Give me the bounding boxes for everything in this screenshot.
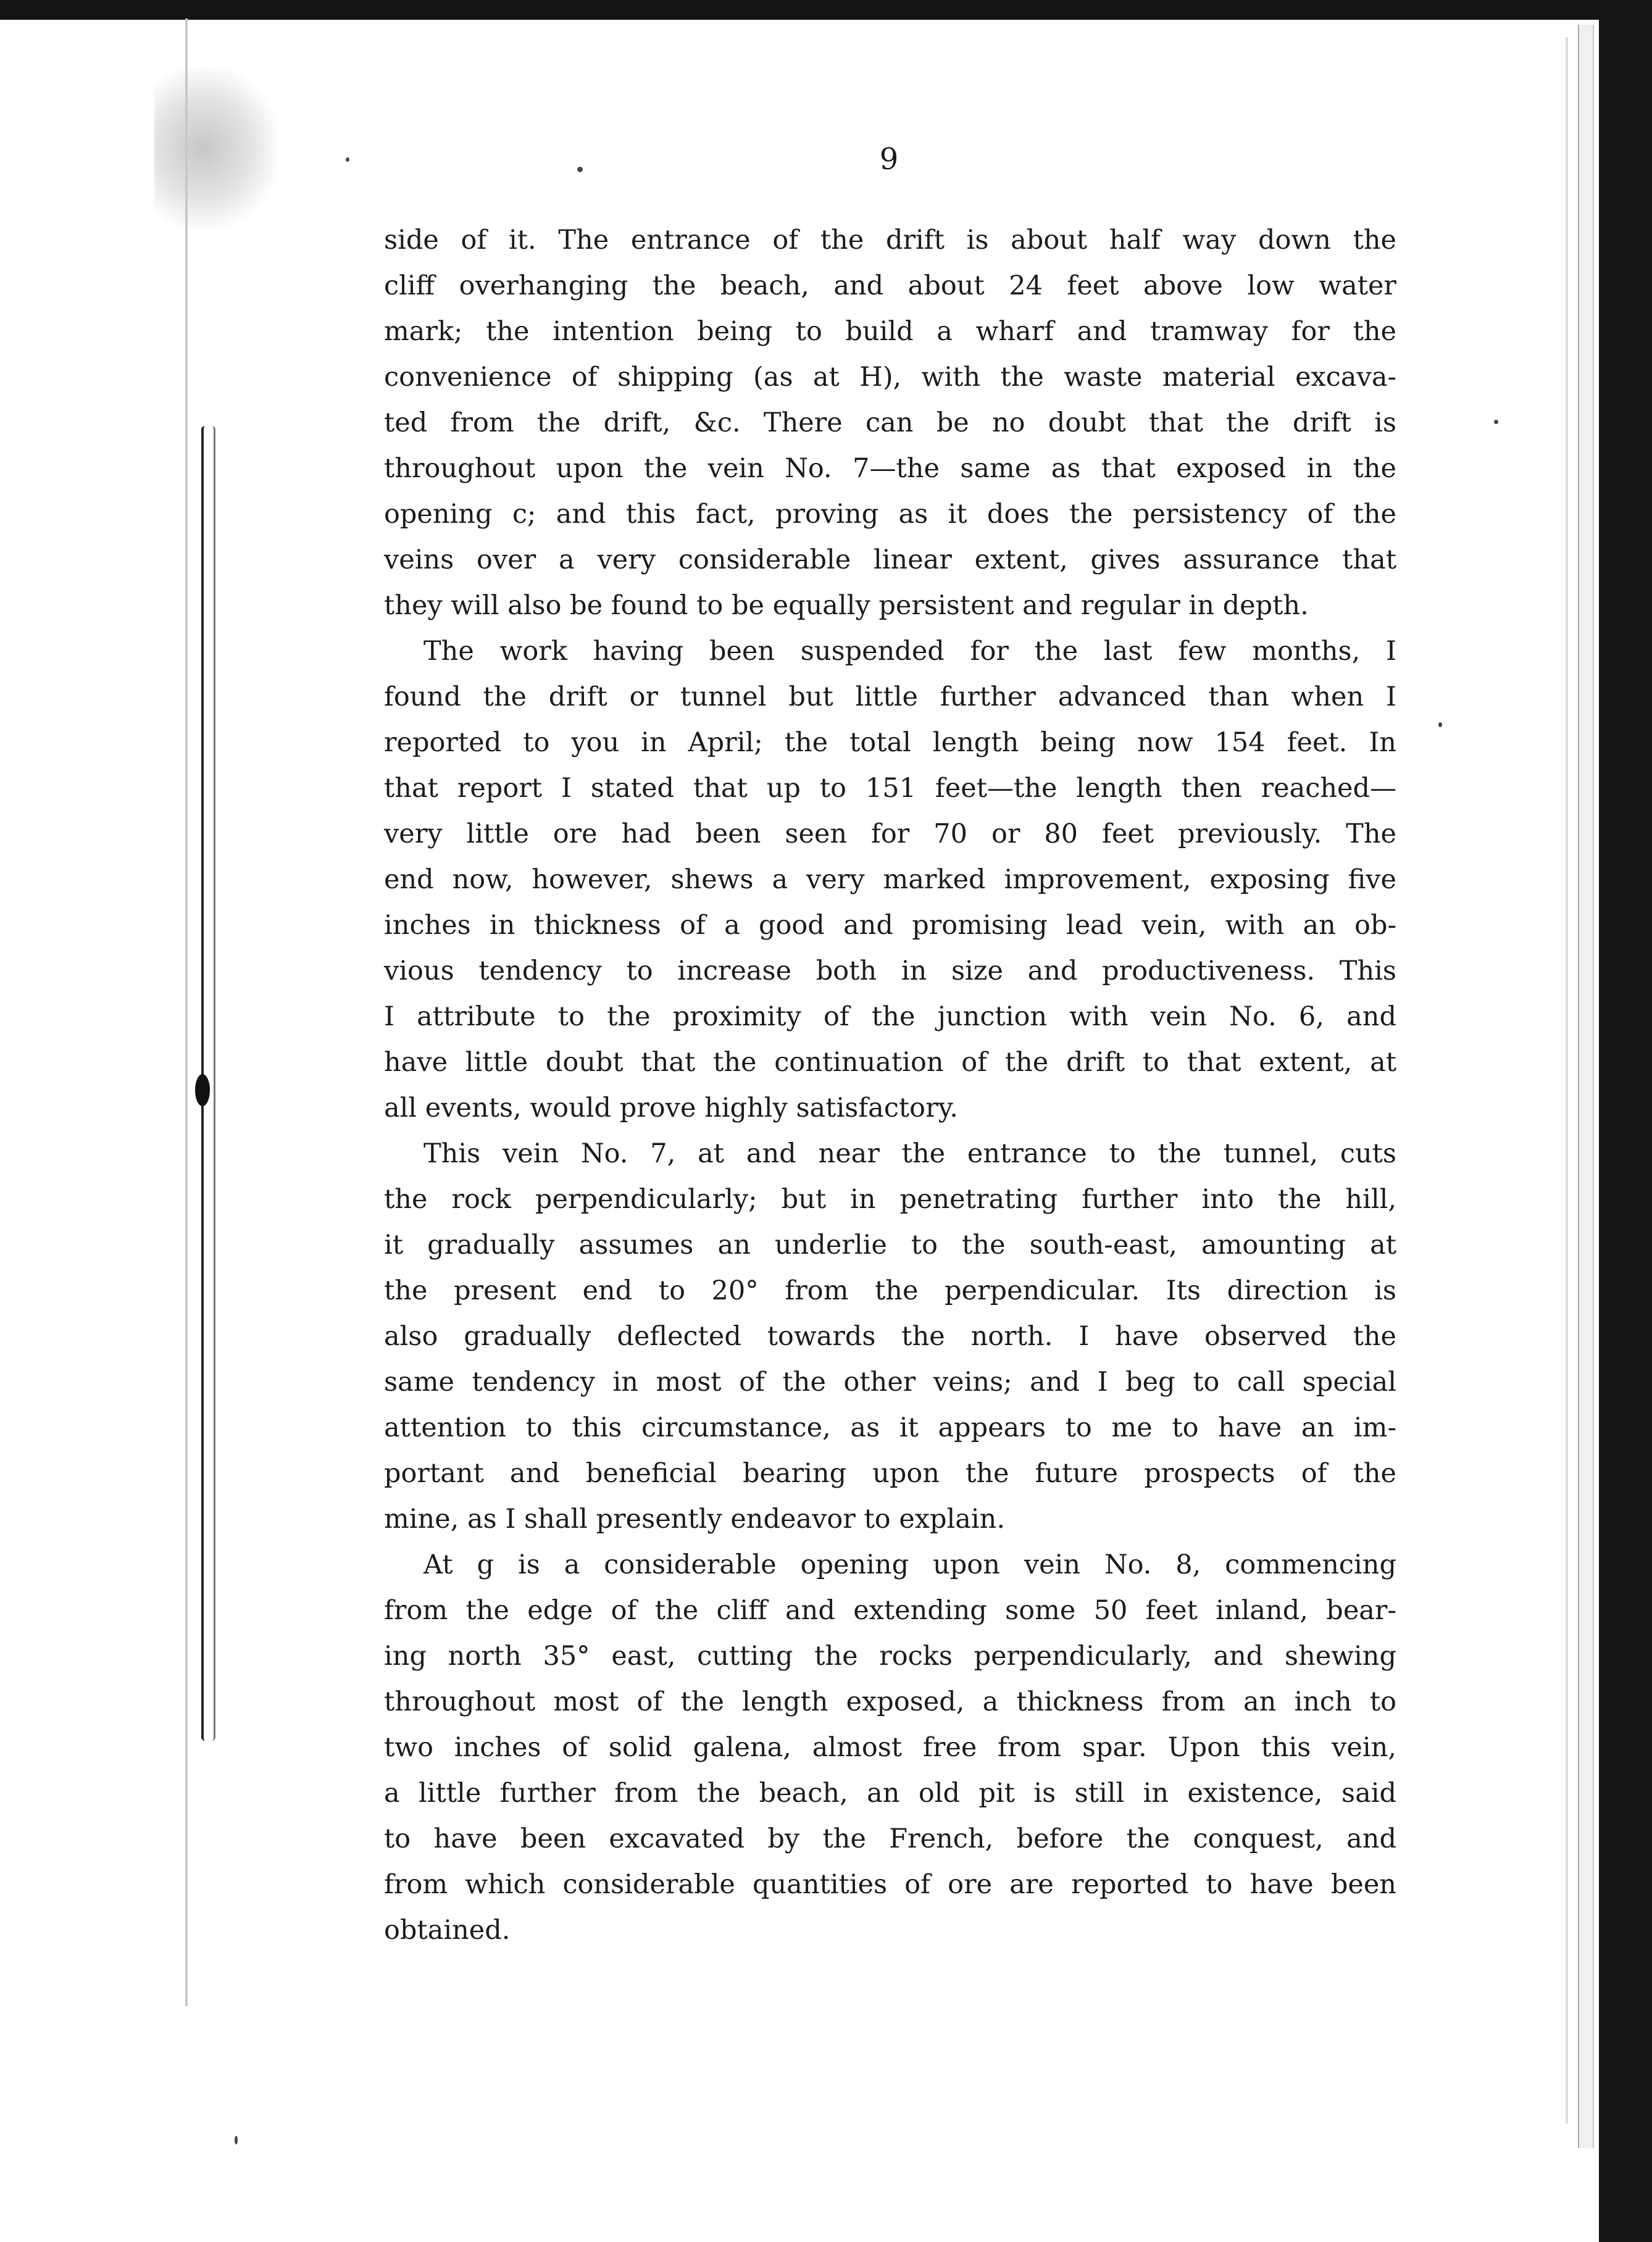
text-line: two inches of solid galena, almost free from spar. Upon this vein,	[384, 1732, 1396, 1763]
text-line: a little further from the beach, an old pit is still in existence, said	[384, 1778, 1396, 1809]
scan-border-top	[0, 0, 1652, 20]
text-line: mark; the intention being to build a wharf and tramway for the	[384, 316, 1396, 347]
speck	[1494, 420, 1498, 424]
text-line: ted from the drift, &c. There can be no doubt that the drift is	[384, 407, 1396, 438]
binding-crease	[185, 19, 188, 2006]
text-line: have little doubt that the continuation of the drift to that extent, at	[384, 1047, 1396, 1078]
speck	[577, 167, 583, 172]
paragraph	[384, 217, 1396, 628]
text-line: that report I stated that up to 151 feet—the length then reached—	[384, 773, 1396, 804]
page-edge	[1578, 25, 1594, 2148]
text-line: the present end to 20° from the perpendicular. Its direction is	[384, 1275, 1396, 1306]
text-line: mine, as I shall presently endeavor to explain.	[384, 1504, 1006, 1535]
text-line: portant and beneficial bearing upon the future prospects of the	[384, 1458, 1396, 1489]
text-line: they will also be found to be equally persistent and regular in depth.	[384, 590, 1309, 621]
text-line: ing north 35° east, cutting the rocks perpendicularly, and shewing	[384, 1641, 1396, 1672]
text-line: also gradually deflected towards the north. I have observed the	[384, 1321, 1396, 1352]
paper-smudge	[154, 68, 278, 228]
paragraph	[384, 628, 1396, 1131]
text-line: to have been excavated by the French, before the conquest, and	[384, 1823, 1396, 1854]
text-line: convenience of shipping (as at H), with the waste material excava-	[384, 362, 1396, 393]
text-line: obtained.	[384, 1915, 511, 1946]
text-line: attention to this circumstance, as it appears to me to have an im-	[384, 1412, 1396, 1443]
text-line: At g is a considerable opening upon vein No. 8, commencing	[423, 1549, 1396, 1580]
text-line: from which considerable quantities of ore are reported to have been	[384, 1869, 1396, 1900]
text-line: vious tendency to increase both in size and productiveness. This	[384, 956, 1396, 986]
text-line: all events, would prove highly satisfactory.	[384, 1093, 958, 1123]
page-edge-shadow	[1566, 37, 1568, 2123]
text-line: found the drift or tunnel but little further advanced than when I	[384, 681, 1396, 712]
text-line: side of it. The entrance of the drift is about half way down the	[384, 225, 1396, 256]
text-line: from the edge of the cliff and extending some 50 feet inland, bear-	[384, 1595, 1396, 1626]
text-line: This vein No. 7, at and near the entrance to the tunnel, cuts	[423, 1138, 1396, 1169]
text-line: cliff overhanging the beach, and about 24 feet above low water	[384, 270, 1396, 301]
text-line: reported to you in April; the total length being now 154 feet. In	[384, 727, 1396, 758]
text-line: throughout upon the vein No. 7—the same as that exposed in the	[384, 453, 1396, 484]
speck	[1438, 722, 1442, 727]
text-line: throughout most of the length exposed, a thickness from an inch to	[384, 1686, 1396, 1717]
page-body	[384, 217, 1396, 1953]
speck	[346, 157, 349, 162]
text-line: The work having been suspended for the last few months, I	[423, 636, 1396, 667]
text-line: very little ore had been seen for 70 or 80 feet previously. The	[384, 819, 1396, 849]
paragraph	[384, 1542, 1396, 1953]
scan-border-right	[1599, 0, 1652, 2242]
binding-hole	[195, 1074, 210, 1106]
text-line: I attribute to the proximity of the junction with vein No. 6, and	[384, 1001, 1396, 1032]
text-line: inches in thickness of a good and promising lead vein, with an ob-	[384, 910, 1396, 941]
text-line: opening c; and this fact, proving as it does the persistency of the	[384, 499, 1396, 530]
text-line: end now, however, shews a very marked improvement, exposing five	[384, 864, 1396, 895]
text-line: same tendency in most of the other veins; and I beg to call special	[384, 1367, 1396, 1398]
speck	[235, 2136, 238, 2144]
page-number: 9	[879, 142, 899, 177]
text-line: veins over a very considerable linear extent, gives assurance that	[384, 544, 1396, 575]
text-line: the rock perpendicularly; but in penetrating further into the hill,	[384, 1184, 1396, 1215]
paragraph	[384, 1131, 1396, 1542]
text-line: it gradually assumes an underlie to the south-east, amounting at	[384, 1230, 1396, 1261]
